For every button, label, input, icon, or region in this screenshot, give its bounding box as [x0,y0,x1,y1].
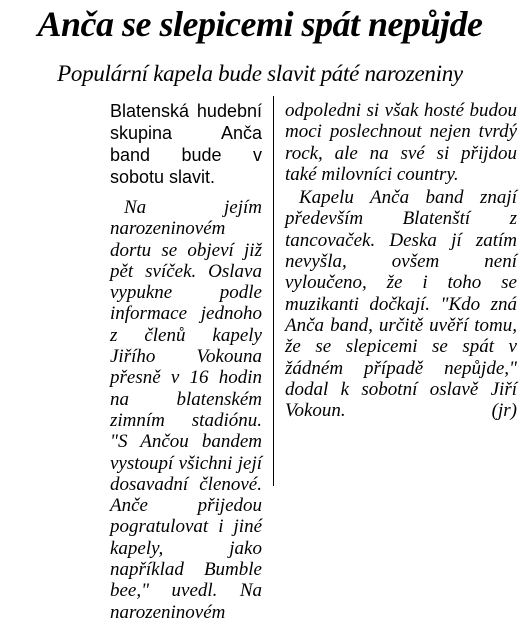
article-byline: (jr) [491,400,517,422]
paragraph-first-continued: odpoledni si však hosté budou moci poslechnout nejen tvrdý rock, ale na své si přijdou také milovníci country. [285,100,517,185]
article-lede: Blatenská hudební skupina Anča band bude v sobotu slavit. [110,101,262,187]
left-column [110,100,262,623]
paragraph-second [285,187,517,421]
article-headline: Anča se slepicemi spát nepůjde [37,4,483,44]
right-column [285,100,517,421]
paragraph-second-text: Kapelu Anča band znají především Blatenští z tancovaček. Deska jí zatím nevyšla, ovšem není vyloučeno, že i toho se muzikanti dočkají. "Kdo zná Anča band, určitě uvěří tomu, že se slepicemi se spát v žádném případě nepůjde," dodal k sobotní oslavě Jiří Vokoun. [285,187,517,422]
column-divider [273,96,274,486]
article-subheadline: Populární kapela bude slavit páté narozeniny [57,61,463,86]
paragraph-first-part: Na jejím narozeninovém dortu se objeví již pět svíček. Oslava vypukne podle informace jednoho z členů kapely Jiřího Vokouna přesně v 16 hodin na blatenském zimním stadiónu. "S Ančou bandem vystoupí všichni její dosavadní členové. Anče přijedou pogratulovat i jiné kapely, jako například Bumble bee," uvedl. Na narozeninovém [110,197,262,623]
